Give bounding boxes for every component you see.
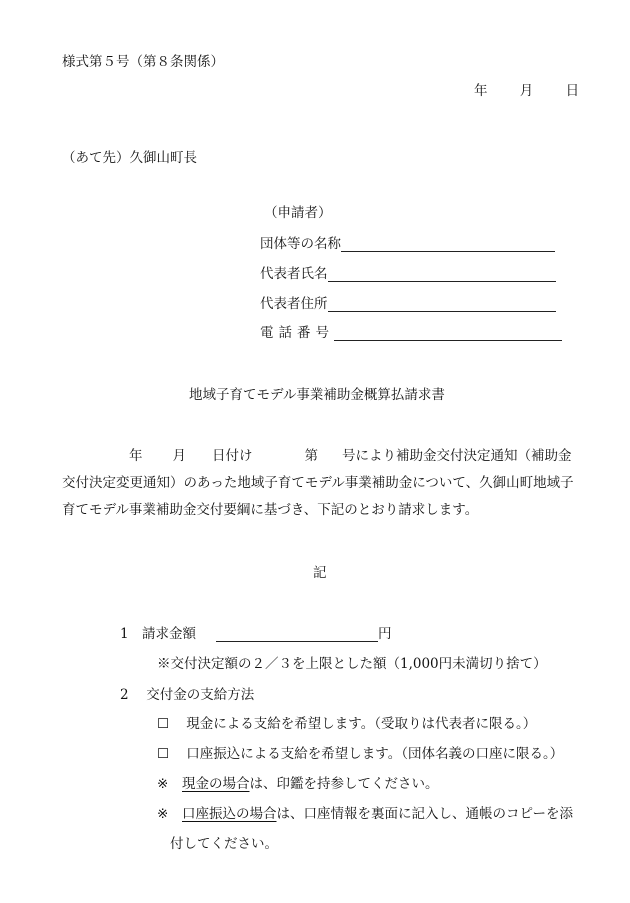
item-number: 1 (120, 626, 129, 642)
note-cash-text: は、印鑑を持参してください。 (249, 776, 439, 792)
field-phone-number (260, 325, 562, 341)
checkbox-cash[interactable]: ☐ (157, 716, 170, 732)
field-representative-name (260, 266, 556, 282)
note-bank-underlined: 口座振込の場合 (182, 806, 277, 822)
form-number: 様式第５号（第８条関係） (62, 54, 224, 70)
field-organization-name (260, 236, 555, 252)
option-cash (157, 716, 536, 732)
option-bank-transfer-text: 口座振込による支給を希望します。（団体名義の口座に限る。） (186, 746, 564, 762)
body-dated: 日付け (212, 448, 253, 464)
body-number-prefix: 第 (304, 448, 318, 464)
item-label: 交付金の支給方法 (146, 687, 255, 703)
item-claim-amount (120, 626, 392, 642)
representative-address-input-line[interactable] (328, 297, 556, 312)
note-cash (157, 776, 439, 792)
field-label: 電話番号 (260, 325, 334, 341)
ki-heading: 記 (313, 565, 327, 581)
item-label: 請求金額 (142, 626, 196, 642)
representative-name-input-line[interactable] (328, 267, 556, 282)
body-text: 号により補助金交付決定通知（補助金交付決定変更通知）のあった地域子育てモデル事業補助金について、久御山町地域子育てモデル事業補助金交付要綱に基づき、下記のとおり請求します。 (62, 448, 574, 518)
note-cash-underlined: 現金の場合 (182, 776, 250, 792)
option-bank-transfer (157, 746, 563, 762)
body-month: 月 (172, 448, 186, 464)
date-day: 日 (565, 83, 580, 99)
applicant-heading: （申請者） (264, 205, 332, 221)
claim-amount-note: ※交付決定額の２／３を上限とした額（1,000円未満切り捨て） (157, 656, 547, 672)
yen-unit: 円 (378, 626, 392, 642)
note-bank-transfer-continued: 付してください。 (170, 836, 278, 852)
claim-amount-input-line[interactable] (216, 627, 378, 642)
item-number: 2 (120, 687, 129, 703)
note-mark: ※ (157, 806, 169, 822)
date-month: 月 (519, 83, 534, 99)
item-payment-method (120, 687, 254, 703)
phone-number-input-line[interactable] (334, 326, 562, 341)
document-title: 地域子育てモデル事業補助金概算払請求書 (189, 387, 445, 403)
note-mark: ※ (157, 776, 169, 792)
addressee: （あて先）久御山町長 (62, 150, 197, 166)
field-label: 団体等の名称 (260, 236, 341, 252)
field-label: 代表者氏名 (260, 266, 328, 282)
body-year: 年 (129, 448, 143, 464)
checkbox-bank-transfer[interactable]: ☐ (157, 746, 170, 762)
field-label: 代表者住所 (260, 296, 328, 312)
date-line (474, 83, 579, 99)
field-representative-address (260, 296, 556, 312)
organization-name-input-line[interactable] (341, 237, 555, 252)
note-bank-transfer (157, 806, 573, 822)
option-cash-text: 現金による支給を希望します。（受取りは代表者に限る。） (186, 716, 537, 732)
note-bank-text: は、口座情報を裏面に記入し、通帳のコピーを添 (276, 806, 573, 822)
date-year: 年 (474, 83, 488, 99)
body-paragraph (62, 443, 576, 524)
